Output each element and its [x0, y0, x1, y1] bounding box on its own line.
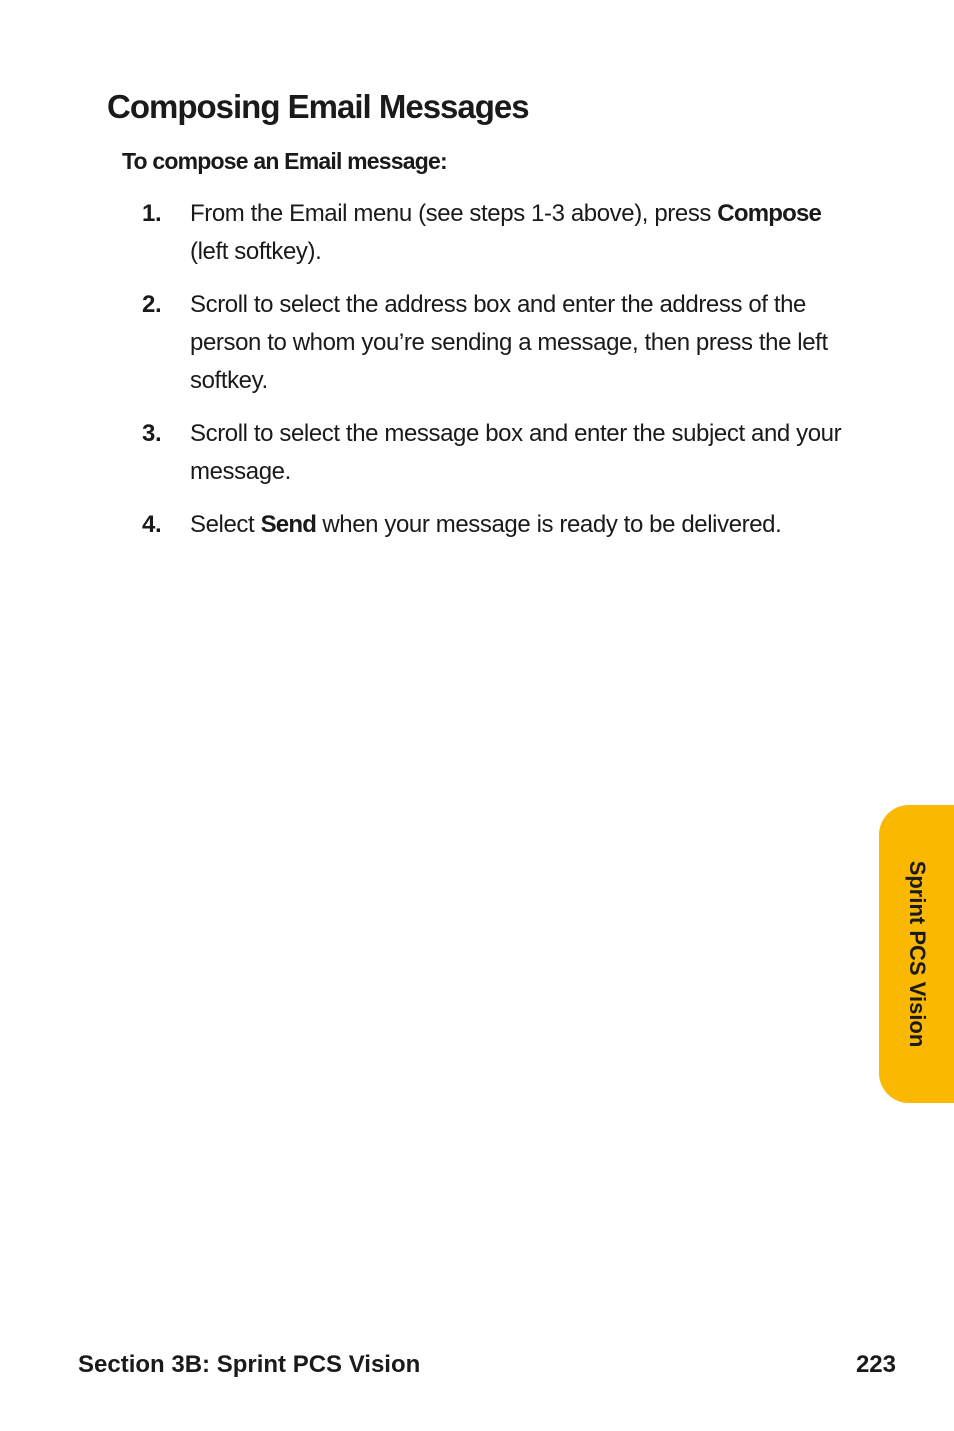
softkey-label-send: Send	[260, 511, 317, 538]
section-side-tab	[879, 805, 954, 1103]
page-number: 223	[855, 1351, 896, 1378]
list-item	[140, 286, 860, 400]
step-text: Select Send when your message is ready to be delivered.	[190, 511, 782, 538]
list-item	[140, 506, 860, 544]
intro-heading: To compose an Email message:	[122, 148, 447, 174]
step-number: 2.	[142, 291, 162, 318]
page-title: Composing Email Messages	[107, 88, 529, 125]
list-item	[140, 195, 860, 271]
step-text: Scroll to select the address box and enter the address of the person to whom you’re sending a message, then press the left softkey.	[190, 291, 828, 394]
step-number: 1.	[142, 200, 162, 227]
side-tab-label: Sprint PCS Vision	[904, 860, 930, 1048]
steps-list	[140, 195, 860, 559]
footer-section-title: Section 3B: Sprint PCS Vision	[78, 1351, 421, 1378]
step-number: 3.	[142, 420, 162, 447]
step-text: From the Email menu (see steps 1-3 above), press Compose (left softkey).	[190, 200, 822, 265]
softkey-label-compose: Compose	[717, 200, 822, 227]
list-item	[140, 415, 860, 491]
step-text: Scroll to select the message box and enter the subject and your message.	[190, 420, 842, 485]
step-number: 4.	[142, 511, 162, 538]
